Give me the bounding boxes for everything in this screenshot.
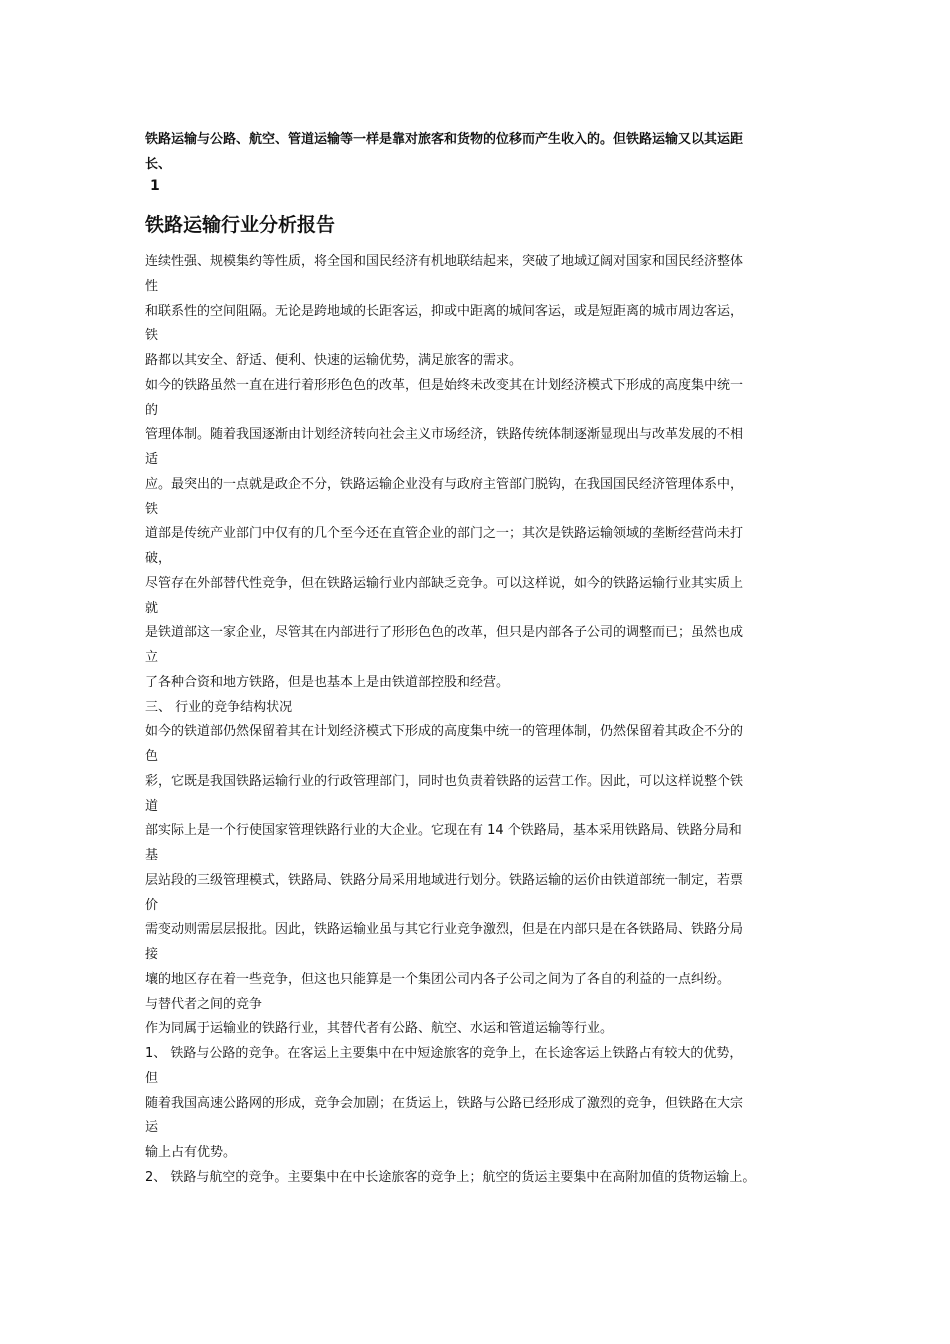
body-line: 与替代者之间的竞争 — [145, 996, 263, 1012]
body-line: 路都以其安全、舒适、便利、快速的运输优势，满足旅客的需求。 — [145, 353, 523, 368]
body-line: 基 — [145, 848, 159, 863]
body-line: 色 — [145, 749, 159, 764]
body-line: 需变动则需层层报批。因此，铁路运输业虽与其它行业竞争激烈，但是在内部只是在各铁路局、铁路分局 — [145, 922, 744, 938]
body-line: 彩，它既是我国铁路运输行业的行政管理部门，同时也负责着铁路的运营工作。因此，可以这样说整个铁 — [145, 773, 744, 789]
intro-line: 铁路运输与公路、航空、管道运输等一样是靠对旅客和货物的位移而产生收入的。但铁路运输又以其运距 — [145, 132, 744, 147]
body-line: 道 — [145, 798, 159, 814]
body-line: 输上占有优势。 — [145, 1145, 237, 1160]
body-line: 1、 铁路与公路的竞争。在客运上主要集中在中短途旅客的竞争上，在长途客运上铁路占有较大的优势， — [145, 1046, 743, 1061]
body-line: 接 — [145, 947, 159, 962]
body-line: 价 — [145, 897, 159, 913]
body-line: 2、 铁路与航空的竞争。主要集中在中长途旅客的竞争上；航空的货运主要集中在高附加值的货物运输上。 — [145, 1169, 756, 1185]
body-line: 尽管存在外部替代性竞争，但在铁路运输行业内部缺乏竞争。可以这样说，如今的铁路运输行业其实质上 — [145, 575, 744, 591]
body-line: 的 — [145, 402, 159, 418]
document-title: 铁路运输行业分析报告 — [145, 214, 336, 236]
intro-paragraph — [145, 127, 825, 177]
body-line: 铁 — [145, 501, 159, 517]
intro-line: 长、 — [145, 157, 172, 172]
body-line: 和联系性的空间阻隔。无论是跨地域的长距客运，抑或中距离的城间客运，或是短距离的城市周边客运， — [145, 303, 744, 319]
page-number: 1 — [150, 178, 160, 194]
body-line: 性 — [145, 278, 159, 294]
body-line: 随着我国高速公路网的形成，竞争会加剧；在货运上，铁路与公路已经形成了激烈的竞争，但铁路在大宗 — [145, 1095, 744, 1111]
body-line: 适 — [145, 452, 159, 467]
body-line: 作为同属于运输业的铁路行业，其替代者有公路、航空、水运和管道运输等行业。 — [145, 1021, 614, 1037]
body-line: 了各种合资和地方铁路，但是也基本上是由铁道部控股和经营。 — [145, 674, 510, 690]
body-line: 是铁道部这一家企业，尽管其在内部进行了形形色色的改革，但只是内部各子公司的调整而已；虽然也成 — [145, 625, 744, 641]
body-line: 三、 行业的竞争结构状况 — [145, 699, 293, 715]
body-text — [145, 250, 825, 1191]
body-line: 连续性强、规模集约等性质，将全国和国民经济有机地联结起来，突破了地域辽阔对国家和国民经济整体 — [145, 254, 744, 269]
body-line: 铁 — [145, 328, 159, 344]
body-line: 如今的铁道部仍然保留着其在计划经济模式下形成的高度集中统一的管理体制，仍然保留着其政企不分的 — [145, 724, 744, 740]
body-line: 应。最突出的一点就是政企不分，铁路运输企业没有与政府主管部门脱钩，在我国国民经济管理体系中， — [145, 476, 744, 492]
body-line: 管理体制。随着我国逐渐由计划经济转向社会主义市场经济，铁路传统体制逐渐显现出与改革发展的不相 — [145, 427, 744, 443]
body-line: 破， — [145, 551, 172, 566]
body-line: 但 — [145, 1070, 159, 1086]
body-line: 道部是传统产业部门中仅有的几个至今还在直管企业的部门之一；其次是铁路运输领域的垄断经营尚未打 — [145, 526, 744, 542]
body-line: 如今的铁路虽然一直在进行着形形色色的改革，但是始终未改变其在计划经济模式下形成的高度集中统一 — [145, 377, 744, 393]
body-line: 部实际上是一个行使国家管理铁路行业的大企业。它现在有 14 个铁路局，基本采用铁路局、铁路分局和 — [145, 823, 742, 839]
body-line: 层站段的三级管理模式，铁路局、铁路分局采用地域进行划分。铁路运输的运价由铁道部统一制定，若票 — [145, 872, 744, 888]
body-line: 就 — [145, 600, 159, 616]
body-line: 立 — [145, 650, 159, 665]
body-line: 运 — [145, 1120, 159, 1136]
body-line: 壤的地区存在着一些竞争，但这也只能算是一个集团公司内各子公司之间为了各自的利益的一点纠纷。 — [145, 971, 731, 987]
